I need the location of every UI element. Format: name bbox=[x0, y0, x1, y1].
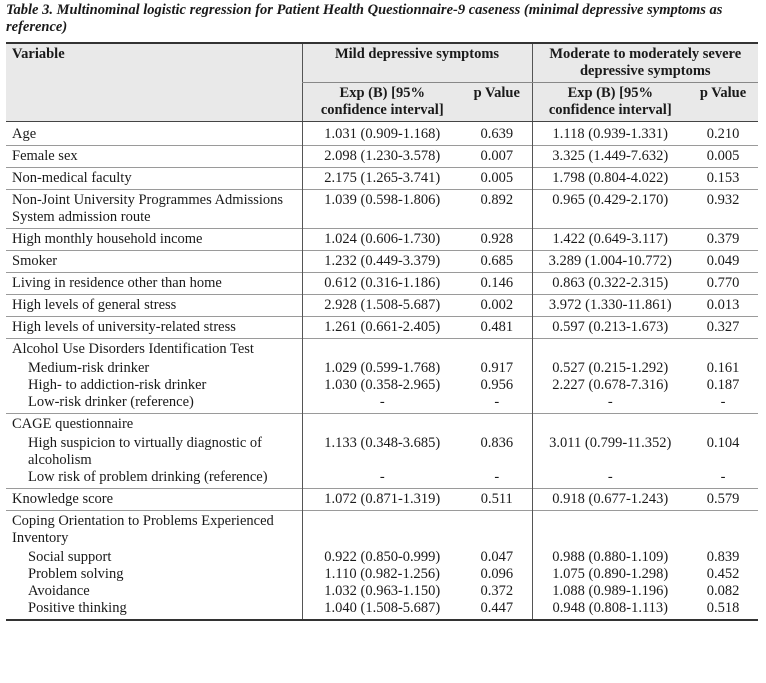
moderate-group-header: Moderate to moderately severe depressive symptoms bbox=[532, 43, 758, 83]
regression-table bbox=[6, 42, 758, 621]
mild-exp-b-header: Exp (B) [95% confidence interval] bbox=[302, 83, 462, 122]
section-heading-audit: Alcohol Use Disorders Identification Test bbox=[6, 339, 758, 361]
table-row: High levels of university-related stress 1.261 (0.661-2.405) 0.481 0.597 (0.213-1.673) 0.327 bbox=[6, 317, 758, 339]
table-row: High monthly household income 1.024 (0.606-1.730) 0.928 1.422 (0.649-3.117) 0.379 bbox=[6, 229, 758, 251]
moderate-p-header: p Value bbox=[688, 83, 758, 122]
mild-group-header: Mild depressive symptoms bbox=[302, 43, 532, 83]
mild-p-header: p Value bbox=[462, 83, 532, 122]
table-row: Living in residence other than home 0.612 (0.316-1.186) 0.146 0.863 (0.322-2.315) 0.770 bbox=[6, 273, 758, 295]
table-row: Age 1.031 (0.909-1.168) 0.639 1.118 (0.939-1.331) 0.210 bbox=[6, 122, 758, 146]
moderate-exp-b-header: Exp (B) [95% confidence interval] bbox=[532, 83, 688, 122]
table-row: Social support 0.922 (0.850-0.999) 0.047 0.988 (0.880-1.109) 0.839 bbox=[28, 549, 740, 565]
table-row: Problem solving 1.110 (0.982-1.256) 0.096 1.075 (0.890-1.298) 0.452 bbox=[28, 566, 740, 582]
table-row: High levels of general stress 2.928 (1.508-5.687) 0.002 3.972 (1.330-11.861) 0.013 bbox=[6, 295, 758, 317]
section-heading-cage: CAGE questionnaire bbox=[6, 414, 758, 436]
table-row: Smoker 1.232 (0.449-3.379) 0.685 3.289 (1.004-10.772) 0.049 bbox=[6, 251, 758, 273]
table-row: Low-risk drinker (reference) - - - - bbox=[6, 394, 758, 414]
table-row: Low risk of problem drinking (reference) - - - - bbox=[6, 469, 758, 489]
table-caption: Table 3. Multinominal logistic regression for Patient Health Questionnaire-9 caseness (minimal depressive symptoms as reference) bbox=[6, 2, 723, 35]
table-row: High- to addiction-risk drinker 1.030 (0.358-2.965) 0.956 2.227 (0.678-7.316) 0.187 bbox=[28, 377, 740, 393]
table-row: High suspicion to virtually diagnostic of alcoholism 1.133 (0.348-3.685) 0.836 3.011 (0.799-11.352) 0.104 bbox=[28, 435, 740, 468]
variable-header: Variable bbox=[6, 43, 302, 83]
table-row: Knowledge score 1.072 (0.871-1.319) 0.511 0.918 (0.677-1.243) 0.579 bbox=[6, 489, 758, 511]
table-row: Positive thinking 1.040 (1.508-5.687) 0.447 0.948 (0.808-1.113) 0.518 bbox=[6, 600, 758, 620]
table-row: Medium-risk drinker 1.029 (0.599-1.768) 0.917 0.527 (0.215-1.292) 0.161 bbox=[28, 360, 740, 376]
table-row: Non-Joint University Programmes Admissions System admission route 1.039 (0.598-1.806) 0.892 0.965 (0.429-2.170) 0.932 bbox=[6, 190, 758, 229]
table-row: Avoidance 1.032 (0.963-1.150) 0.372 1.088 (0.989-1.196) 0.082 bbox=[28, 583, 740, 599]
section-heading-cope: Coping Orientation to Problems Experienced Inventory bbox=[6, 511, 758, 550]
table-row: Female sex 2.098 (1.230-3.578) 0.007 3.325 (1.449-7.632) 0.005 bbox=[6, 146, 758, 168]
table-row: Non-medical faculty 2.175 (1.265-3.741) 0.005 1.798 (0.804-4.022) 0.153 bbox=[6, 168, 758, 190]
